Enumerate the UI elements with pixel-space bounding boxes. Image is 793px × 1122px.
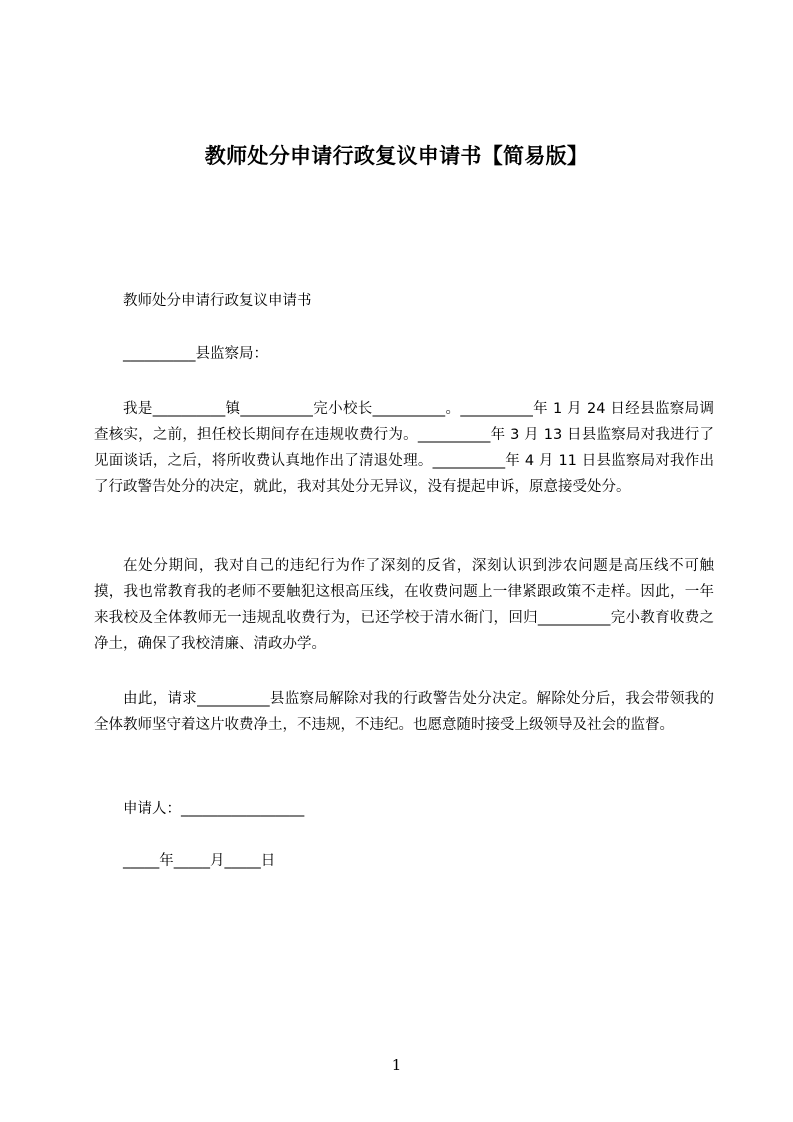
paragraph-3-text: 由此，请求__________县监察局解除对我的行政警告处分决定。解除处分后，我会带领我的全体教师坚守着这片收费净土，不违规，不违纪。也愿意随时接受上级领导及社会的监督。: [94, 691, 714, 733]
paragraph-1-text: 我是__________镇__________完小校长__________。__________年 1 月 24 日经县监察局调查核实，之前，担任校长期间存在违规收费行为。__________年 3 月 13 日县监察局对我进行了见面谈话，之后，将所收费认真地作出了清退处理。__________年 4 月 11 日县监察局对我作出了行政警告处分的决定，就此，我对其处分无异议，没有提起申诉，原意接受处分。: [94, 401, 714, 495]
body-paragraph-3: [94, 686, 714, 738]
body-paragraph-1: [94, 396, 714, 500]
document-subtitle: [94, 288, 714, 314]
subtitle-text: 教师处分申请行政复议申请书: [123, 293, 312, 309]
date-text: _____年_____月_____日: [123, 853, 276, 869]
body-paragraph-2: [94, 553, 714, 657]
page-number: 1: [391, 1056, 402, 1074]
addressee-line: [94, 341, 714, 367]
applicant-signature-line: [94, 796, 714, 822]
addressee-text: __________县监察局：: [123, 346, 268, 362]
date-line: [94, 848, 714, 874]
paragraph-2-text: 在处分期间，我对自己的违纪行为作了深刻的反省，深刻认识到涉农问题是高压线不可触摸，我也常教育我的老师不要触犯这根高压线，在收费问题上一律紧跟政策不走样。因此，一年来我校及全体教师无一违规乱收费行为，已还学校于清水衙门，回归__________完小教育收费之净土，确保了我校清廉、清政办学。: [94, 558, 714, 652]
document-title: 教师处分申请行政复议申请书【简易版】: [204, 144, 589, 168]
applicant-text: 申请人：_________________: [123, 801, 305, 817]
